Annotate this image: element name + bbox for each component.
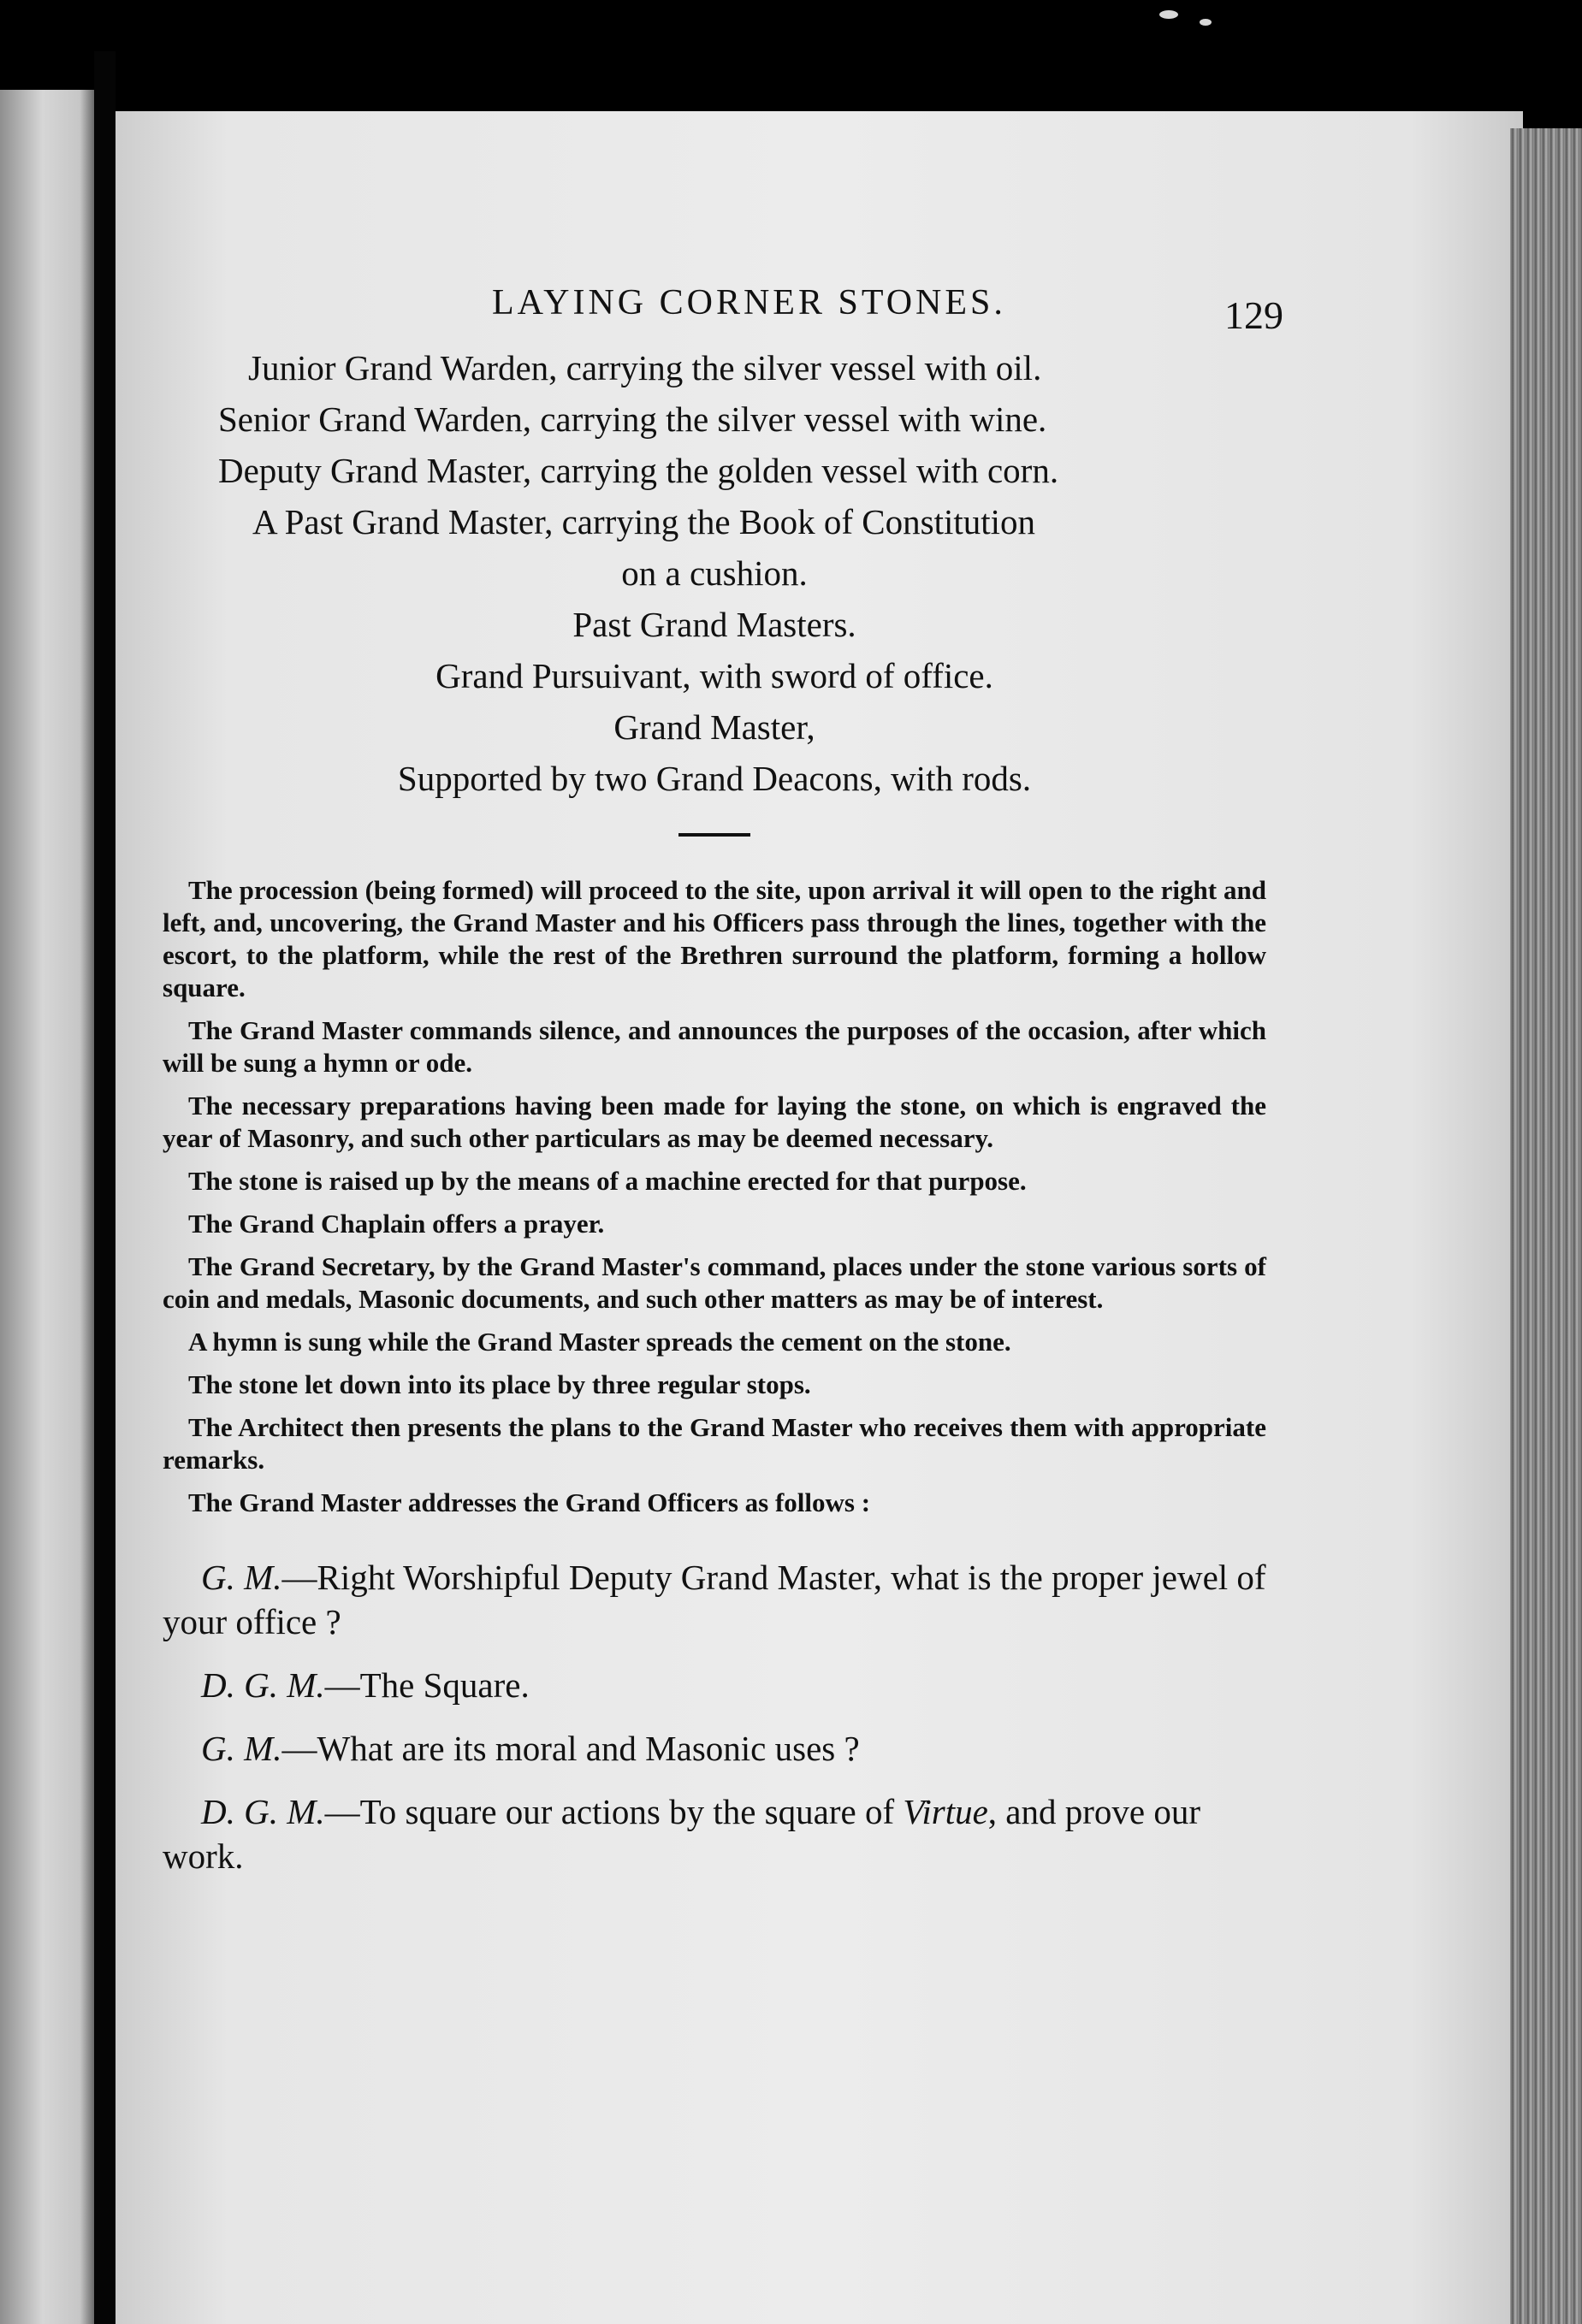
instruction-paragraph: The necessary preparations having been made for laying the stone, on which is engraved the year of Masonry, and such other particulars as may be deemed necessary.: [163, 1091, 1266, 1153]
section-divider: [678, 833, 750, 837]
instruction-paragraph: The stone is raised up by the means of a machine erected for that purpose.: [188, 1166, 1027, 1196]
dialogue-text: —What are its moral and Masonic uses ?: [281, 1729, 860, 1768]
dialogue-line: [163, 1555, 1266, 1644]
dialogue-emphasis: Virtue: [903, 1792, 988, 1831]
page-header: [163, 274, 1283, 342]
instruction-paragraph: A hymn is sung while the Grand Master spreads the cement on the stone.: [188, 1327, 1011, 1357]
left-page-edge: [0, 90, 94, 2324]
dialogue-text: —To square our actions by the square of: [324, 1792, 904, 1831]
procession-line: on a cushion.: [621, 553, 808, 593]
dialogue-speaker: D. G. M.: [201, 1792, 325, 1831]
instruction-paragraph: The Grand Chaplain offers a prayer.: [188, 1209, 605, 1239]
procession-line: Junior Grand Warden, carrying the silver vessel with oil.: [248, 348, 1042, 387]
instruction-paragraph: The Architect then presents the plans to the Grand Master who receives them with appropriate remarks.: [163, 1412, 1266, 1475]
procession-line: Past Grand Masters.: [572, 605, 856, 644]
dialogue-tail: , and prove our work.: [163, 1792, 1200, 1876]
page-content: [163, 274, 1283, 1897]
procession-line: Supported by two Grand Deacons, with rods.: [397, 759, 1032, 798]
instruction-paragraph: The Grand Master addresses the Grand Officers as follows :: [188, 1487, 871, 1517]
book-gutter: [94, 51, 116, 2324]
procession-line: Grand Pursuivant, with sword of office.: [435, 656, 993, 695]
instruction-paragraph: The Grand Master commands silence, and announces the purposes of the occasion, after which will be sung a hymn or ode.: [163, 1015, 1266, 1078]
running-title: LAYING CORNER STONES.: [492, 283, 1006, 322]
procession-list: [163, 342, 1266, 804]
procession-line: Deputy Grand Master, carrying the golden vessel with corn.: [218, 451, 1059, 490]
ceremony-dialogue: [163, 1555, 1266, 1878]
dialogue-text: —Right Worshipful Deputy Grand Master, what is the proper jewel of your office ?: [163, 1558, 1266, 1641]
instruction-paragraph: The Grand Secretary, by the Grand Master's command, places under the stone various sorts of coin and medals, Masonic documents, and such other matters as may be of interest.: [163, 1251, 1266, 1314]
instruction-paragraph: The procession (being formed) will proceed to the site, upon arrival it will open to the right and left, and, uncovering, the Grand Master and his Officers pass through the lines, together with the escort, to the platform, while the rest of the Brethren surround the platform, forming a hollow square.: [163, 875, 1266, 1002]
dialogue-speaker: D. G. M.: [201, 1665, 325, 1705]
dialogue-speaker: G. M.: [201, 1558, 282, 1597]
dust-speck: [1200, 19, 1212, 26]
dialogue-text: —The Square.: [324, 1665, 530, 1705]
dialogue-line: [163, 1789, 1266, 1878]
ceremony-instructions: [163, 874, 1266, 1519]
dialogue-line: [163, 1663, 1266, 1707]
instruction-paragraph: The stone let down into its place by three regular stops.: [188, 1369, 811, 1399]
dialogue-line: [163, 1726, 1266, 1771]
procession-line: A Past Grand Master, carrying the Book of Constitution: [252, 502, 1036, 541]
page-number: 129: [1224, 293, 1283, 337]
page-stack-edge: [1510, 128, 1582, 2324]
dialogue-speaker: G. M.: [201, 1729, 282, 1768]
dust-speck: [1159, 10, 1178, 19]
procession-line: Grand Master,: [613, 707, 815, 747]
procession-line: Senior Grand Warden, carrying the silver vessel with wine.: [218, 399, 1047, 439]
